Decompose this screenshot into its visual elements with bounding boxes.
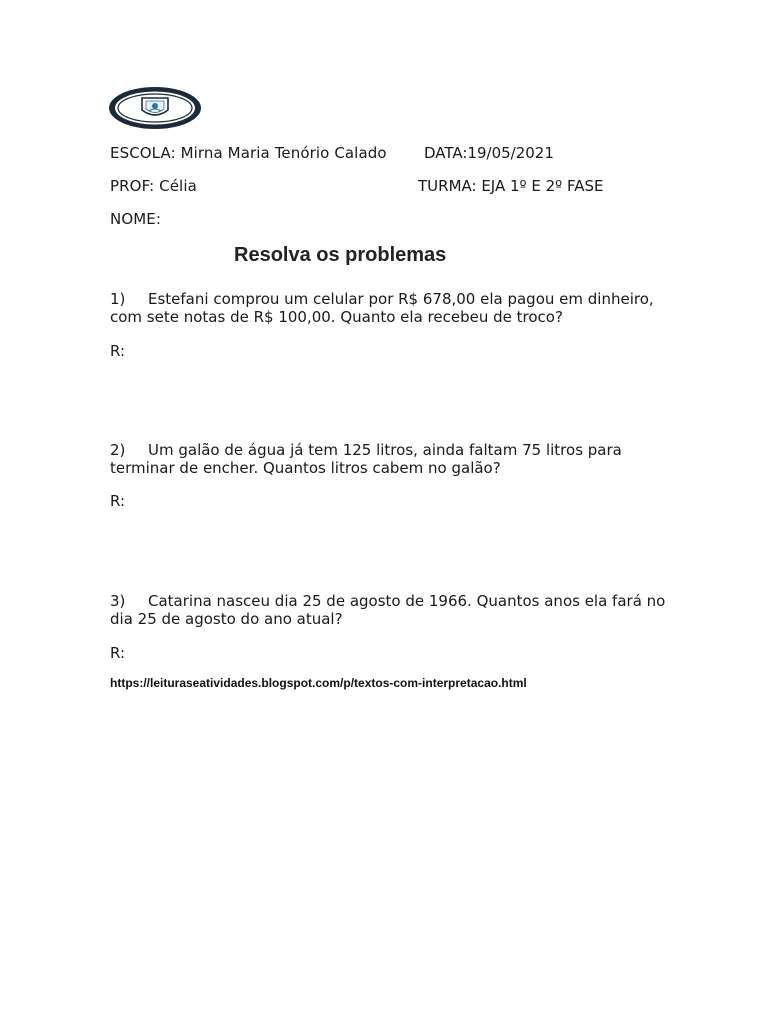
problem-2 — [110, 441, 670, 477]
school-name: ESCOLA: Mirna Maria Tenório Calado — [110, 144, 387, 162]
page-title: Resolva os problemas — [234, 244, 447, 266]
answer-label-1: R: — [110, 342, 126, 360]
date: DATA:19/05/2021 — [424, 144, 554, 162]
answer-label-3: R: — [110, 644, 126, 662]
problem-3 — [110, 592, 670, 628]
problem-1 — [110, 290, 670, 326]
problem-number: 2) — [110, 441, 126, 459]
source-link[interactable]: https://leituraseatividades.blogspot.com/p/textos-com-interpretacao.html — [110, 676, 527, 690]
class-info: TURMA: EJA 1º E 2º FASE — [418, 177, 604, 195]
school-logo — [108, 86, 202, 130]
problem-text: Catarina nasceu dia 25 de agosto de 1966. Quantos anos ela fará no dia 25 de agosto do ano atual? — [110, 592, 666, 628]
student-name-label: NOME: — [110, 210, 162, 228]
problem-number: 1) — [110, 290, 126, 308]
problem-text: Um galão de água já tem 125 litros, ainda faltam 75 litros para terminar de encher. Quantos litros cabem no galão? — [110, 441, 622, 477]
problem-text: Estefani comprou um celular por R$ 678,00 ela pagou em dinheiro, com sete notas de R$ 100,00. Quanto ela recebeu de troco? — [110, 290, 654, 326]
teacher-name: PROF: Célia — [110, 177, 197, 195]
answer-label-2: R: — [110, 492, 126, 510]
problem-number: 3) — [110, 592, 126, 610]
